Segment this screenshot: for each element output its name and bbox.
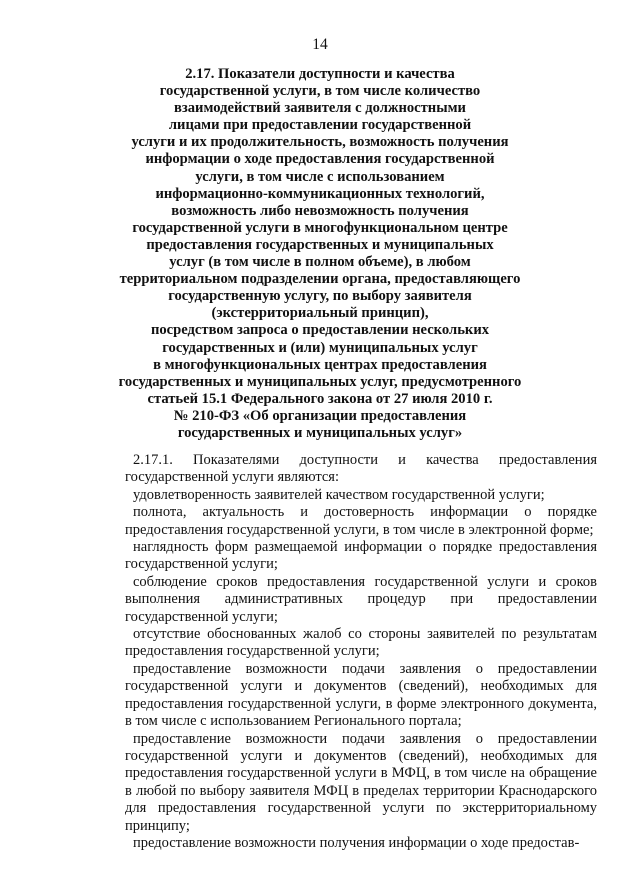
paragraph: наглядность форм размещаемой информации о порядке предоставления государственной услуги; — [125, 539, 597, 573]
paragraph: отсутствие обоснованных жалоб со стороны заявителей по результатам предоставления государственной услуги; — [125, 626, 597, 660]
heading-line: посредством запроса о предоставлении нескольких — [150, 322, 490, 339]
heading-line: 2.17. Показатели доступности и качества — [185, 66, 455, 82]
heading-line: в многофункциональных центрах предоставления — [153, 356, 487, 373]
heading-line: услуги, в том числе с использованием — [195, 168, 445, 185]
heading-line: услуг (в том числе в полном объеме), в любом — [169, 254, 471, 271]
heading-line: государственных и муниципальных услуг» — [177, 424, 463, 441]
heading-line: информационно-коммуникационных технологий, — [155, 185, 485, 202]
heading-line: статьей 15.1 Федерального закона от 27 июля 2010 г. — [147, 390, 493, 407]
paragraph: удовлетворенность заявителей качеством государственной услуги; — [133, 486, 545, 503]
heading-line: № 210-ФЗ «Об организации предоставления — [173, 407, 467, 424]
heading-line: взаимодействий заявителя с должностными — [174, 100, 466, 117]
paragraph: полнота, актуальность и достоверность информации о порядке предоставления государственной услуги, в том числе в электронной форме; — [125, 504, 597, 538]
heading-line: государственную услугу, по выбору заявителя — [168, 288, 472, 305]
paragraph: предоставление возможности получения информации о ходе предостав- — [133, 834, 580, 851]
heading-line: государственной услуги в многофункциональном центре — [132, 219, 508, 236]
section-heading — [0, 66, 640, 442]
body-text — [125, 452, 597, 852]
heading-line: предоставления государственных и муниципальных — [146, 236, 494, 253]
heading-line: лицами при предоставлении государственной — [168, 117, 472, 134]
paragraph: предоставление возможности подачи заявления о предоставлении государственной услуги и документов (сведений), необходимых для предоставления государственной услуги, в форме электронного документа, в том числе с использованием Регионального портала; — [125, 660, 597, 730]
paragraph: предоставление возможности подачи заявления о предоставлении государственной услуги и документов (сведений), необходимых для предоставления государственной услуги в МФЦ, в том числе на обращение в любой по выбору заявителя МФЦ в пределах территории Краснодарского для предоставления государственной услуги по экстерриториальному принципу; — [125, 730, 597, 834]
heading-line: возможность либо невозможность получения — [171, 202, 469, 219]
heading-line: (экстерриториальный принцип), — [211, 305, 429, 322]
page-number: 14 — [312, 36, 328, 53]
heading-line: государственной услуги, в том числе количество — [159, 83, 481, 100]
heading-line: государственных и (или) муниципальных услуг — [162, 339, 478, 356]
heading-line: информации о ходе предоставления государственной — [145, 151, 495, 168]
heading-line: услуги и их продолжительность, возможность получения — [131, 134, 509, 151]
paragraph: соблюдение сроков предоставления государственной услуги и сроков выполнения административных процедур при предоставлении государственной услуги; — [125, 573, 597, 625]
paragraph: 2.17.1. Показателями доступности и качества предоставления государственной услуги являются: — [125, 452, 597, 486]
heading-line: территориальном подразделении органа, предоставляющего — [119, 271, 521, 288]
heading-line: государственных и муниципальных услуг, предусмотренного — [118, 373, 522, 390]
